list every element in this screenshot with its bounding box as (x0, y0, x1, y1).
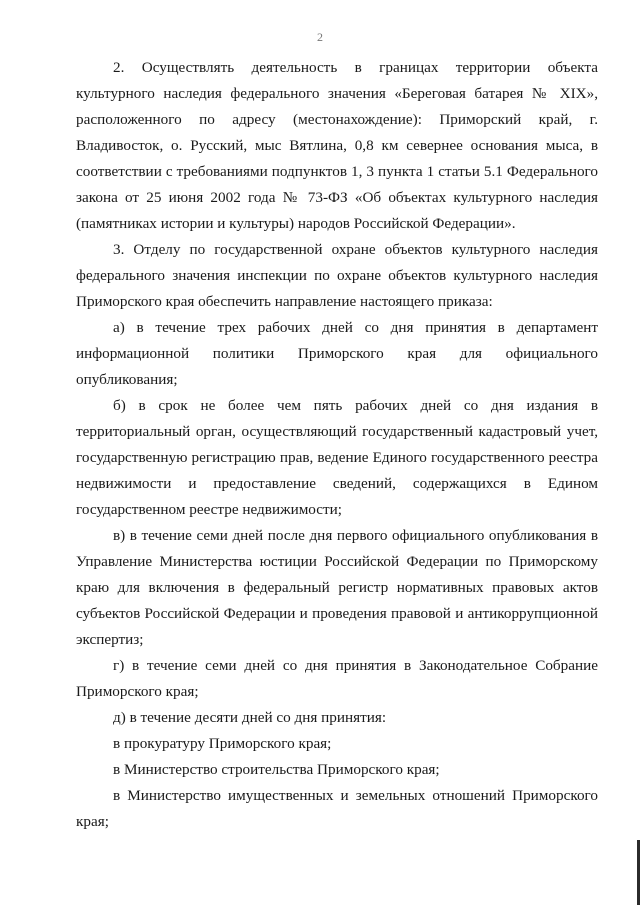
recipient-property-ministry: в Министерство имущественных и земельных отношений Приморского края; (76, 787, 598, 830)
recipient-prosecutor: в прокуратуру Приморского края; (113, 735, 332, 752)
paragraph-item-3: 3. Отделу по государственной охране объектов культурного наследия федерального значения инспекции по охране объектов культурного наследия Приморского края обеспечить направление настоящего приказа: (76, 241, 598, 310)
paragraph-item-2: 2. Осуществлять деятельность в границах территории объекта культурного наследия федерального значения «Береговая батарея № XIX», расположенного по адресу (местонахождение): Приморский край, г. Владивосток, о. Русский, мыс Вятлина, 0,8 км севернее основания мыса, в соответствии с требованиями подпунктов 1, 3 пункта 1 статьи 5.1 Федерального закона от 25 июня 2002 года № 73-ФЗ «Об объектах культурного наследия (памятниках истории и культуры) народов Российской Федерации». (76, 59, 598, 232)
subparagraph-b: б) в срок не более чем пять рабочих дней со дня издания в территориальный орган, осуществляющий государственный кадастровый учет, государственную регистрацию прав, ведение Единого государственного реестра недвижимости и предоставление сведений, содержащихся в Едином государственном реестре недвижимости; (76, 397, 598, 518)
document-body (76, 55, 598, 835)
subparagraph-d: д) в течение десяти дней со дня принятия: (113, 709, 387, 726)
subparagraph-a: а) в течение трех рабочих дней со дня принятия в департамент информационной политики Приморского края для официального опубликования; (76, 319, 598, 388)
page-number: 2 (317, 30, 323, 44)
subparagraph-g: г) в течение семи дней со дня принятия в Законодательное Собрание Приморского края; (76, 657, 598, 700)
subparagraph-v: в) в течение семи дней после дня первого официального опубликования в Управление Министерства юстиции Российской Федерации по Приморскому краю для включения в федеральный регистр нормативных правовых актов субъектов Российской Федерации и проведения правовой и антикоррупционной экспертиз; (76, 527, 598, 648)
recipient-construction-ministry: в Министерство строительства Приморского края; (113, 761, 440, 778)
